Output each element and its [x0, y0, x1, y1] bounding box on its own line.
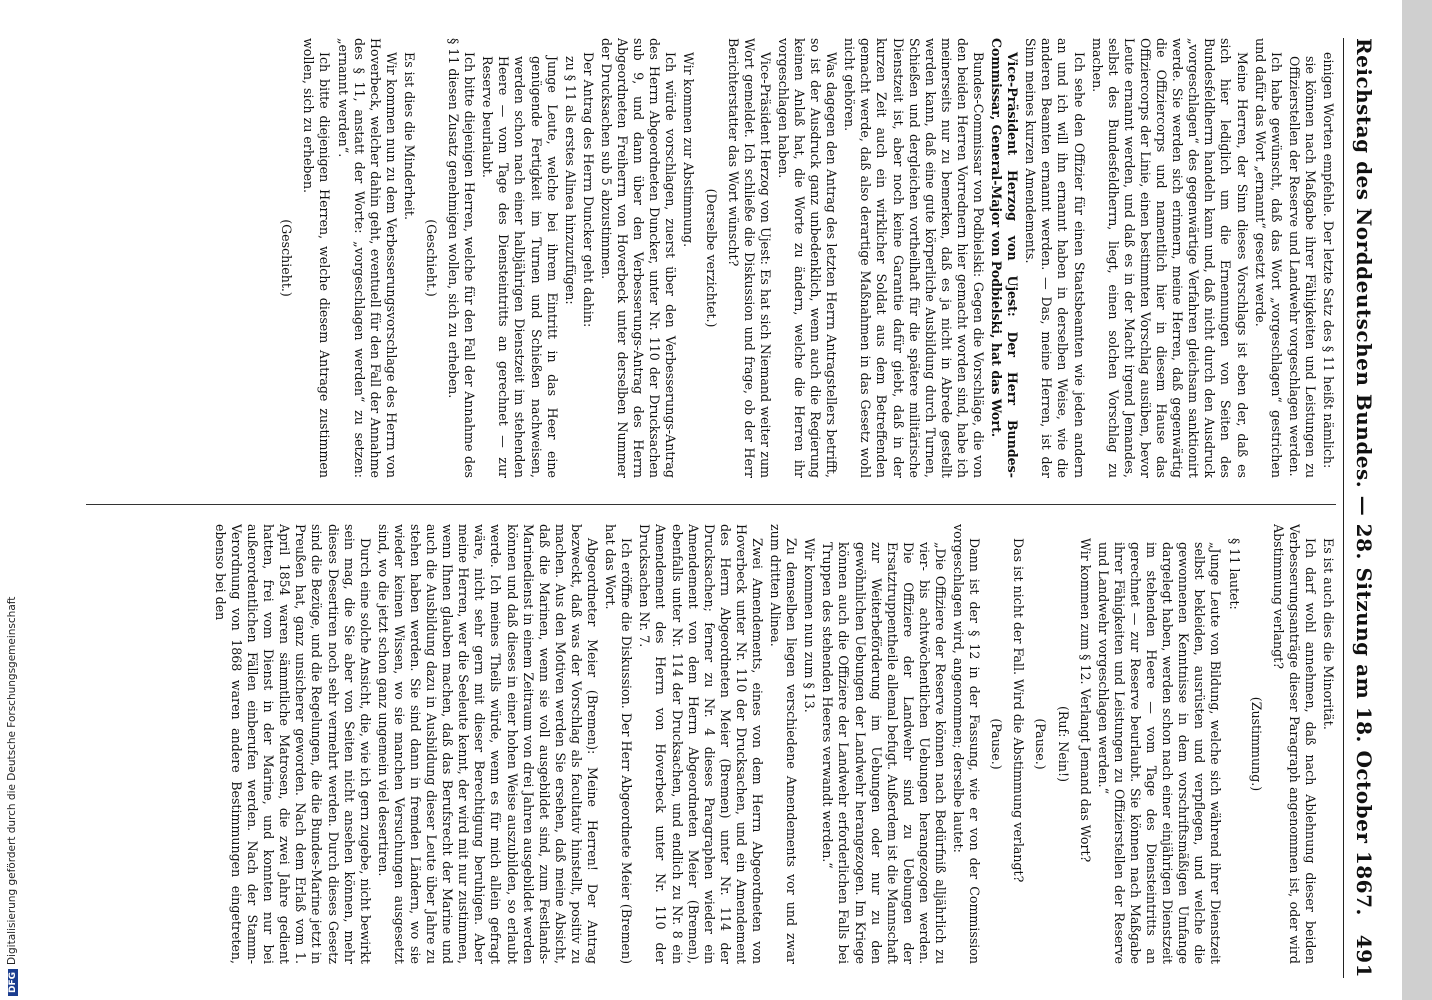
dfg-logo: DFG	[8, 969, 18, 996]
page-header	[1343, 38, 1380, 978]
speaker-paragraph: Vice-Präsident Herzog von Ujest: Der Herr Bundes-Commissar, General-Major von Podbielski, hat das Wort.	[989, 38, 1021, 478]
paragraph: Der Antrag des Herrn Duncker geht dahin:	[580, 52, 596, 328]
paragraph: Wir kommen nun zu dem Verbesserungsvorschlage des Herrn von Hoverbeck, welcher dahin geht, eventuell für den Fall der Annahme des § 11, anstatt der Worte: „vorgeschlagen werden“ zu setzen: „ernannt werden“.	[335, 38, 399, 478]
stage-direction: (Pause.)	[989, 718, 1005, 770]
rotated-document-sheet	[60, 18, 1380, 998]
paragraph: Zwei Amendements, eines von dem Herrn Abgeordneten von Hoverbeck unter Nr. 110 der Drucksachen, und ein Amendement des Herrn Abgeordneten Meier (Bremen) unter Nr. 114 der Drucksachen; ferner zu Nr. 4 dieses Paragraphen wieder ein Amendement von dem Herrn Abgeordneten Meier (Bremen), ebenfalls unter Nr. 114 der Drucksachen, und endlich zu Nr. 8 ein Amendement des Herrn von Hoverbeck unter Nr. 110 der Drucksachen Nr. 7.	[637, 524, 765, 964]
right-text-column	[76, 524, 1336, 964]
stage-direction: (Geschieht.)	[279, 219, 295, 297]
header-title: Reichstag des Norddeutschen Bundes. — 28. Sitzung am 18. October 1867.	[1352, 38, 1376, 916]
paragraph: Es ist auch dies die Minorität.	[1321, 538, 1336, 730]
column-divider	[86, 504, 1336, 505]
paragraph: Ich eröffne die Diskussion. Der Herr Abgeordnete Meier (Bremen) hat das Wort.	[603, 524, 635, 964]
paragraph: Wir kommen zur Abstimmung.	[681, 52, 697, 248]
paragraph: § 11 lautet:	[1226, 538, 1242, 610]
paragraph: Ich habe gewünscht, daß das Wort „vorgeschlagen“ gestrichen und dafür das Wort „ernannt“ gesetzt werde.	[1252, 38, 1284, 478]
quoted-paragraph: zu § 11 als erstes Alinea hinzuzufügen:	[562, 56, 578, 305]
stage-direction: (Derselbe verzichtet.)	[703, 188, 719, 328]
paragraph: Wir kommen nun zum § 13.	[802, 538, 818, 713]
paragraph: Ich darf wohl annehmen, daß nach Ablehnung dieser beiden Verbesserungsanträge dieser Paragraph angenommen ist, oder wird Abstimmung verlangt?	[1270, 524, 1318, 964]
footer-credit: Digitalisierung gefördert durch die Deutsche Forschungsgemeinschaft	[6, 596, 18, 965]
paragraph: Das ist nicht der Fall. Wird die Abstimmung verlangt?	[1011, 538, 1027, 883]
quoted-paragraph: Junge Leute, welche bei ihrem Eintritt in das Heer eine genügende Fertigkeit im Turnen und Schießen nachweisen, werden schon nach einer halbjährigen Dienstzeit im stehenden Heere — vom Tage des Diensteintritts an gerechnet — zur Reserve beurlaubt.	[480, 56, 560, 478]
paragraph: Bundes-Commissar von Podbielski: Gegen die Vorschläge, die von den beiden Herren Vorrednern hier gemacht worden sind, habe ich meinerseits nur zu bemerken, daß es ja nicht in Abrede gestellt werden kann, daß eine gute körperliche Ausbildung durch Turnen, Schießen und dergleichen vortheilhaft für die spätere militärische Dienstzeit ist, aber noch keine Garantie dafür giebt, daß in der kurzen Zeit auch ein wirklicher Soldat aus dem Betreffenden gemacht werde, daß also derartige Maßnahmen in das Gesetz wohl nicht gehören.	[842, 38, 987, 478]
paragraph: Ich bitte diejenigen Herren, welche für den Fall der Annahme des § 11 diesen Zusatz genehmigen wollen, sich zu erheben.	[446, 38, 478, 478]
page-number: 491	[1352, 934, 1376, 978]
stage-direction: (Pause.)	[1033, 718, 1049, 770]
stage-direction: (Ruf: Nein!)	[1055, 706, 1071, 782]
stage-direction: (Zustimmung.)	[1248, 696, 1264, 792]
stage-direction: (Geschieht.)	[424, 219, 440, 297]
paragraph: Vice-Präsident Herzog von Ujest: Es hat sich Niemand weiter zum Wort gemeldet. Ich schließe die Diskussion und frage, ob der Herr Berichterstatter das Wort wünscht?	[725, 38, 773, 478]
paragraph: Was dagegen den Antrag des letzten Herrn Antragstellers betrifft, so ist der Ausdruck ganz unbedenklich, wenn auch die Regierung keinen Anlaß hat, die Worte zu ändern, welche die Herren ihr vorgeschlagen haben.	[775, 38, 840, 478]
paragraph: Ich würde vorschlagen, zuerst über den Verbesserungs-Antrag des Herrn Abgeordneten Duncker, unter Nr. 110 der Drucksachen sub 9, und dann über den Verbesserungs-Antrag des Herrn Abgeordneten Freiherrn von Hoverbeck unter derselben Nummer der Drucksachen sub 5 abzustimmen.	[598, 38, 679, 478]
paragraph: einigen Worten empfehle. Der letzte Satz des § 11 heißt nämlich:	[1321, 52, 1336, 469]
left-text-column	[76, 38, 1336, 478]
paragraph: Ich sehe den Offizier für einen Staatsbeamten wie jeden andern an und ich will ihn ernannt haben in derselben Weise, wie die anderen Beamten ernannt werden. — Das, meine Herren, ist der Sinn meines kurzen Amendements.	[1023, 38, 1087, 478]
speaker-paragraph: Abgeordneter Meier (Bremen): Meine Herren! Der Antrag bezweckt, daß was der Vorschlag als facultativ hinstellt, positiv zu machen. Aus den Motiven werden Sie ersehen, daß meine Absicht, daß die Marinen, wenn sie voll ausgebildet sind, zum Festlands-Marinedienst in einem Zeitraum von drei Jahren ausgebildet werden können und daß dieses in einer hohen Weise auszubilden, so erlaubt werde. Ich meines Theils würde, wenn es für mich allein gefragt wäre, nicht sehr gern mit dieser Berechtigung beruhigen. Aber meine Herren, wer die Seeleute kennt, der wird mit nur zustimmen, wenn Ihnen glauben machen, daß das Berufsrecht der Marine und auch die Ausbildung dazu in Ausbildung dieser Leute über Jahre zu stehen haben werden. Sie sind dann in fremden Ländern, wo sie wieder keinen Wissen, wo sie manchen Versuchungen ausgesetzt sind, wo die jetzt schon ganz ungemein viel desertiren.	[375, 524, 601, 964]
quoted-paragraph: „Junge Leute von Bildung, welche sich während ihrer Dienstzeit selbst bekleiden, ausrüsten und verpflegen, und welche die gewonnenen Kenntnisse in dem vorschriftsmäßigen Umfange dargelegt haben, werden schon nach einer einjährigen Dienstzeit im stehenden Heere — vom Tage des Diensteintritts an gerechnet — zur Reserve beurlaubt. Sie können nach Maßgabe ihrer Fähigkeiten und Leistungen zu Offizierstellen der Reserve und Landwehr vorgeschlagen werden.“	[1095, 542, 1224, 964]
page-edge-strip	[1402, 0, 1432, 1000]
paragraph: Meine Herren, der Sinn dieses Vorschlags ist eben der, daß es sich hier lediglich um die Ernennungen von Seiten des Bundesfeldherrn handeln kann und, daß nicht durch den Ausdruck „vorgeschlagen“ des gegenwärtige Verfahren gleichsam sanktionirt werde. Sie werden sich erinnern, meine Herren, daß gegenwärtig die Offiziercorps und namentlich hier in diesem Hause das Offiziercorps der Linie, einen bestimmten Vorschlag ausüben, bevor Leute ernannt werden, und daß es in der Macht irgend Jemandes, selbst des Bundesfeldherrn, liegt, einen solchen Vorschlag zu machen.	[1089, 38, 1250, 478]
quoted-paragraph: „Die Offiziere der Reserve können nach Bedürfniß alljährlich zu vier- bis achtwöchentlichen Uebungen herangezogen werden. Die Offiziere der Landwehr sind zu Uebungen der Ersatztruppentheile allemal befugt. Außerdem ist die Mannschaft zur Weiterbeförderung im Uebungen oder nur zu den gewöhnlichen Uebungen der Landwehr herangezogen. Im Kriege können auch die Offiziere der Landwehr erforderlichen Falls bei Truppen des stehenden Heeres verwandt werden.“	[820, 542, 949, 964]
paragraph: Ich bitte diejenigen Herren, welche diesem Antrage zustimmen wollen, sich zu erheben.	[301, 38, 333, 478]
quoted-paragraph: sie können nach Maßgabe ihrer Fähigkeiten und Leistungen zu Offizierstellen der Reserve und Landwehr vorgeschlagen werden.	[1286, 56, 1318, 478]
paragraph: Wir kommen zum § 12. Verlangt Jemand das Wort?	[1077, 538, 1093, 863]
paragraph: Zu demselben liegen verschiedene Amendements vor und zwar zum dritten Alinea.	[768, 524, 800, 964]
paragraph: Es ist dies die Minderheit.	[401, 52, 417, 220]
paragraph: Dann ist der § 12 in der Fassung, wie er von der Commission vorgeschlagen wird, angenommen; derselbe lautet:	[951, 524, 983, 964]
paragraph: Durch eine solche Ansicht, die, wie ich gern zugebe, nicht bewirkt sein mag, die Sie aber von Seiten nicht ansehen können, mehr dieses Desertiren noch sehr vermehrt werden. Durch dieses Gesetz sind die Bezüge, und die Regelungen, die die Bundes-Marine jetzt in Preußen hat, ganz unsicherer geworden. Nach dem Erlaß vom 1. April 1854 waren sämmtliche Matrosen, die zwei Jahre gedient hatten, frei vom Dienst in der Marine, und konnten nur bei außerordentlichen Fällen einberufen werden. Nach der Stamm-Verordnung von 1868 waren andere Bestimmungen eingetreten, ebenso bei den	[212, 524, 373, 964]
